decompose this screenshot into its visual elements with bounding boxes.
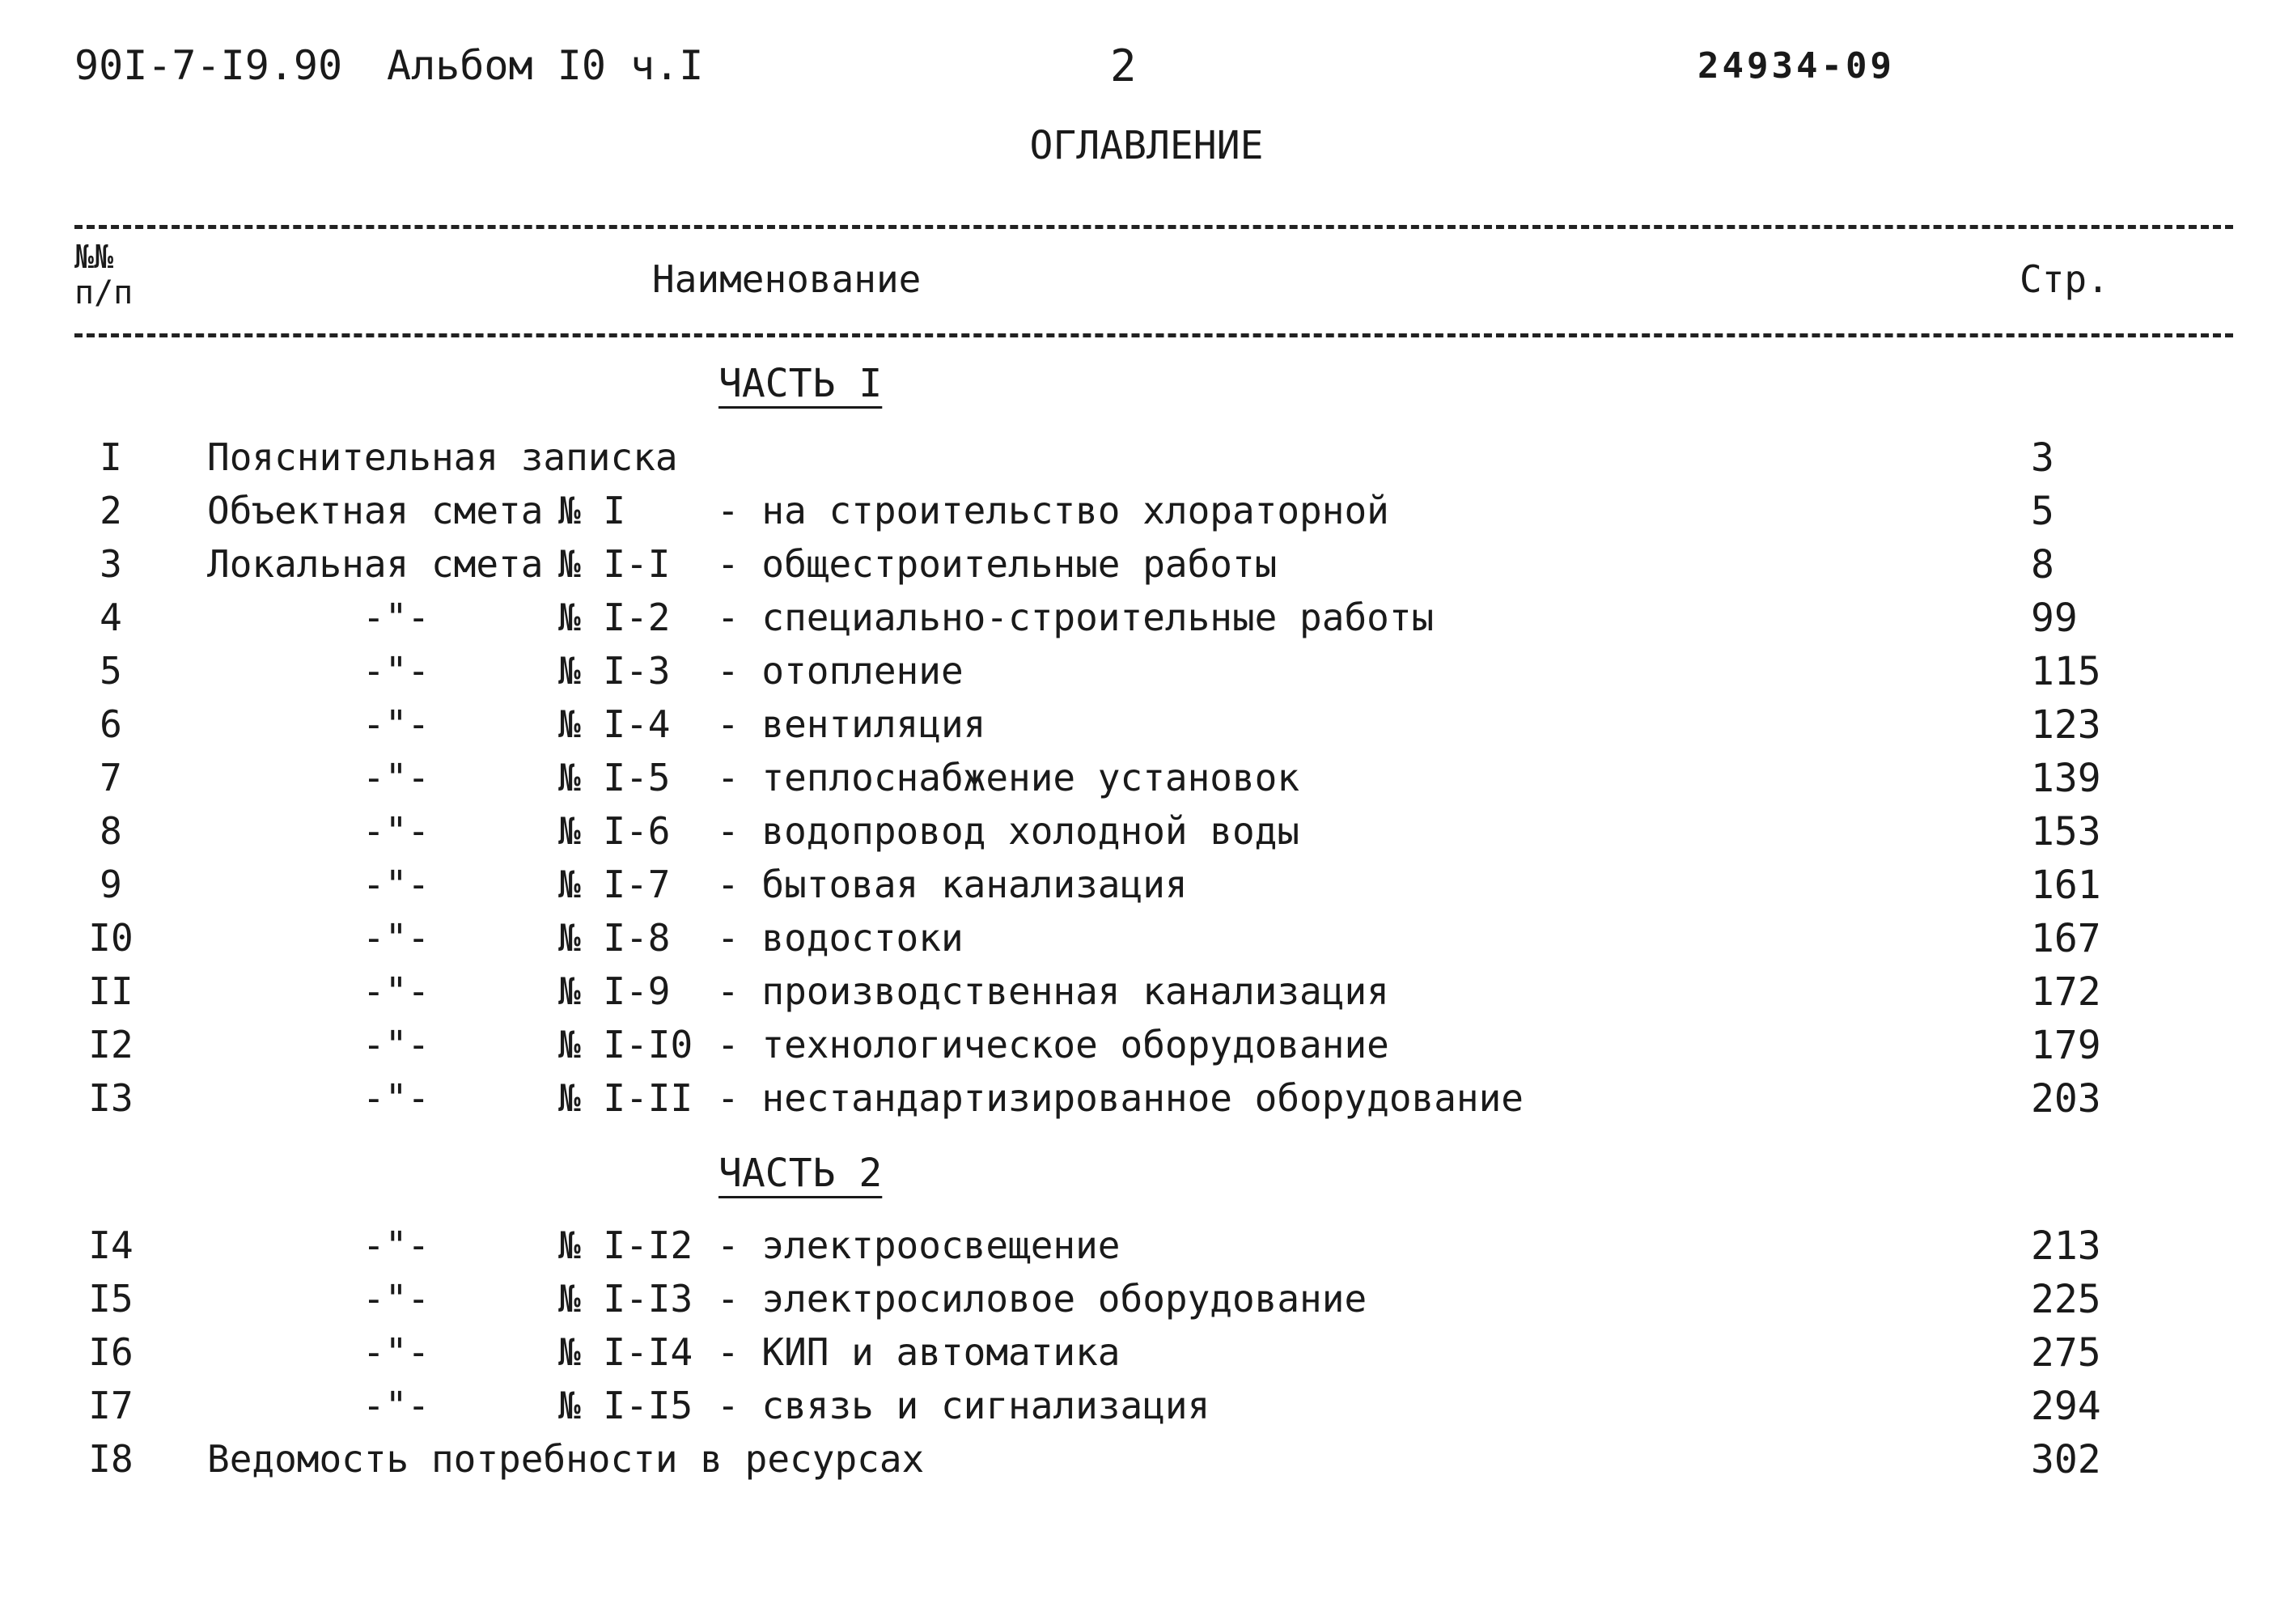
row-number: 8 <box>100 809 122 853</box>
row-description: - бытовая канализация <box>717 863 1188 906</box>
row-description: - водопровод холодной воды <box>717 809 1300 853</box>
row-name: -"- <box>362 809 430 853</box>
toc-row <box>0 649 2293 702</box>
row-estimate-ref: № I-I2 <box>558 1223 693 1267</box>
row-number: I3 <box>88 1076 134 1120</box>
row-page: 99 <box>2031 596 2078 641</box>
row-estimate-ref: № I-3 <box>558 649 671 693</box>
row-page: 153 <box>2031 809 2101 854</box>
row-page: 225 <box>2031 1277 2101 1322</box>
row-number: 2 <box>100 489 122 532</box>
row-name: -"- <box>362 1277 430 1321</box>
row-number: 3 <box>100 542 122 586</box>
toc-row <box>0 969 2293 1023</box>
row-estimate-ref: № I-I4 <box>558 1330 693 1374</box>
row-page: 275 <box>2031 1330 2101 1376</box>
album-label: Альбом I0 ч.I <box>387 42 704 89</box>
row-number: I0 <box>88 916 134 960</box>
row-description: - специально-строительные работы <box>717 596 1435 639</box>
row-description: - вентиляция <box>717 702 986 746</box>
toc-row <box>0 809 2293 863</box>
row-name: Объектная смета <box>207 489 544 532</box>
row-estimate-ref: № I-I0 <box>558 1023 693 1066</box>
row-number: 5 <box>100 649 122 693</box>
row-page: 179 <box>2031 1023 2101 1068</box>
header-divider-bottom <box>74 333 2233 337</box>
row-name: Пояснительная записка <box>207 435 678 479</box>
row-page: 213 <box>2031 1223 2101 1269</box>
row-page: 172 <box>2031 969 2101 1015</box>
row-number: I <box>100 435 122 479</box>
row-estimate-ref: № I-I5 <box>558 1384 693 1427</box>
row-description: - производственная канализация <box>717 969 1389 1013</box>
row-number: II <box>88 969 134 1013</box>
row-number: I6 <box>88 1330 134 1374</box>
toc-row <box>0 596 2293 649</box>
toc-row <box>0 1076 2293 1130</box>
row-description: - связь и сигнализация <box>717 1384 1210 1427</box>
row-number: 6 <box>100 702 122 746</box>
row-number: I2 <box>88 1023 134 1066</box>
row-estimate-ref: № I-8 <box>558 916 671 960</box>
row-description: - на строительство хлораторной <box>717 489 1389 532</box>
row-name: -"- <box>362 1076 430 1120</box>
row-name: -"- <box>362 649 430 693</box>
row-name: -"- <box>362 1223 430 1267</box>
toc-row <box>0 1437 2293 1490</box>
row-description: - отопление <box>717 649 964 693</box>
row-estimate-ref: № I-6 <box>558 809 671 853</box>
row-name: Ведомость потребности в ресурсах <box>207 1437 925 1481</box>
section-heading-part-1: ЧАСТЬ I <box>718 361 883 406</box>
row-name: -"- <box>362 756 430 799</box>
section-heading-part-2: ЧАСТЬ 2 <box>718 1151 883 1196</box>
row-description: - нестандартизированное оборудование <box>717 1076 1524 1120</box>
column-header-num: №№ п/п <box>74 239 134 312</box>
row-estimate-ref: № I-I3 <box>558 1277 693 1321</box>
row-name: -"- <box>362 1023 430 1066</box>
row-number: I4 <box>88 1223 134 1267</box>
row-page: 167 <box>2031 916 2101 961</box>
toc-row <box>0 1330 2293 1384</box>
row-estimate-ref: № I-4 <box>558 702 671 746</box>
toc-row <box>0 863 2293 916</box>
header-divider-top <box>74 225 2233 229</box>
row-name: -"- <box>362 1384 430 1427</box>
document-code: 90I-7-I9.90 <box>74 42 343 89</box>
row-page: 302 <box>2031 1437 2101 1482</box>
row-number: I8 <box>88 1437 134 1481</box>
row-name: -"- <box>362 702 430 746</box>
row-estimate-ref: № I-2 <box>558 596 671 639</box>
toc-row <box>0 1384 2293 1437</box>
column-header-name: Наименование <box>652 257 922 301</box>
row-page: 139 <box>2031 756 2101 801</box>
row-description: - электросиловое оборудование <box>717 1277 1367 1321</box>
row-name: -"- <box>362 1330 430 1374</box>
row-estimate-ref: № I <box>558 489 626 532</box>
toc-row <box>0 916 2293 969</box>
row-number: 9 <box>100 863 122 906</box>
toc-row <box>0 435 2293 489</box>
toc-row <box>0 702 2293 756</box>
row-page: 203 <box>2031 1076 2101 1122</box>
row-page: 123 <box>2031 702 2101 748</box>
page-number: 2 <box>1110 40 1137 91</box>
row-number: 7 <box>100 756 122 799</box>
row-estimate-ref: № I-9 <box>558 969 671 1013</box>
row-estimate-ref: № I-II <box>558 1076 693 1120</box>
row-description: - электроосвещение <box>717 1223 1121 1267</box>
row-name: -"- <box>362 969 430 1013</box>
page-title: ОГЛАВЛЕНИЕ <box>1029 123 1264 168</box>
row-estimate-ref: № I-5 <box>558 756 671 799</box>
row-number: 4 <box>100 596 122 639</box>
row-description: - общестроительные работы <box>717 542 1278 586</box>
toc-row <box>0 1277 2293 1330</box>
row-estimate-ref: № I-I <box>558 542 671 586</box>
toc-row <box>0 1223 2293 1277</box>
row-page: 115 <box>2031 649 2101 694</box>
row-description: - водостоки <box>717 916 964 960</box>
row-description: - КИП и автоматика <box>717 1330 1121 1374</box>
row-page: 161 <box>2031 863 2101 908</box>
row-page: 5 <box>2031 489 2054 534</box>
toc-row <box>0 756 2293 809</box>
row-name: -"- <box>362 863 430 906</box>
inventory-number: 24934-09 <box>1697 45 1895 87</box>
row-name: -"- <box>362 916 430 960</box>
row-page: 8 <box>2031 542 2054 587</box>
row-number: I5 <box>88 1277 134 1321</box>
row-description: - теплоснабжение установок <box>717 756 1300 799</box>
row-estimate-ref: № I-7 <box>558 863 671 906</box>
toc-row <box>0 1023 2293 1076</box>
row-number: I7 <box>88 1384 134 1427</box>
row-description: - технологическое оборудование <box>717 1023 1389 1066</box>
toc-row <box>0 489 2293 542</box>
row-name: Локальная смета <box>207 542 544 586</box>
toc-row <box>0 542 2293 596</box>
column-header-page: Стр. <box>2020 257 2109 301</box>
row-page: 294 <box>2031 1384 2101 1429</box>
row-name: -"- <box>362 596 430 639</box>
row-page: 3 <box>2031 435 2054 481</box>
